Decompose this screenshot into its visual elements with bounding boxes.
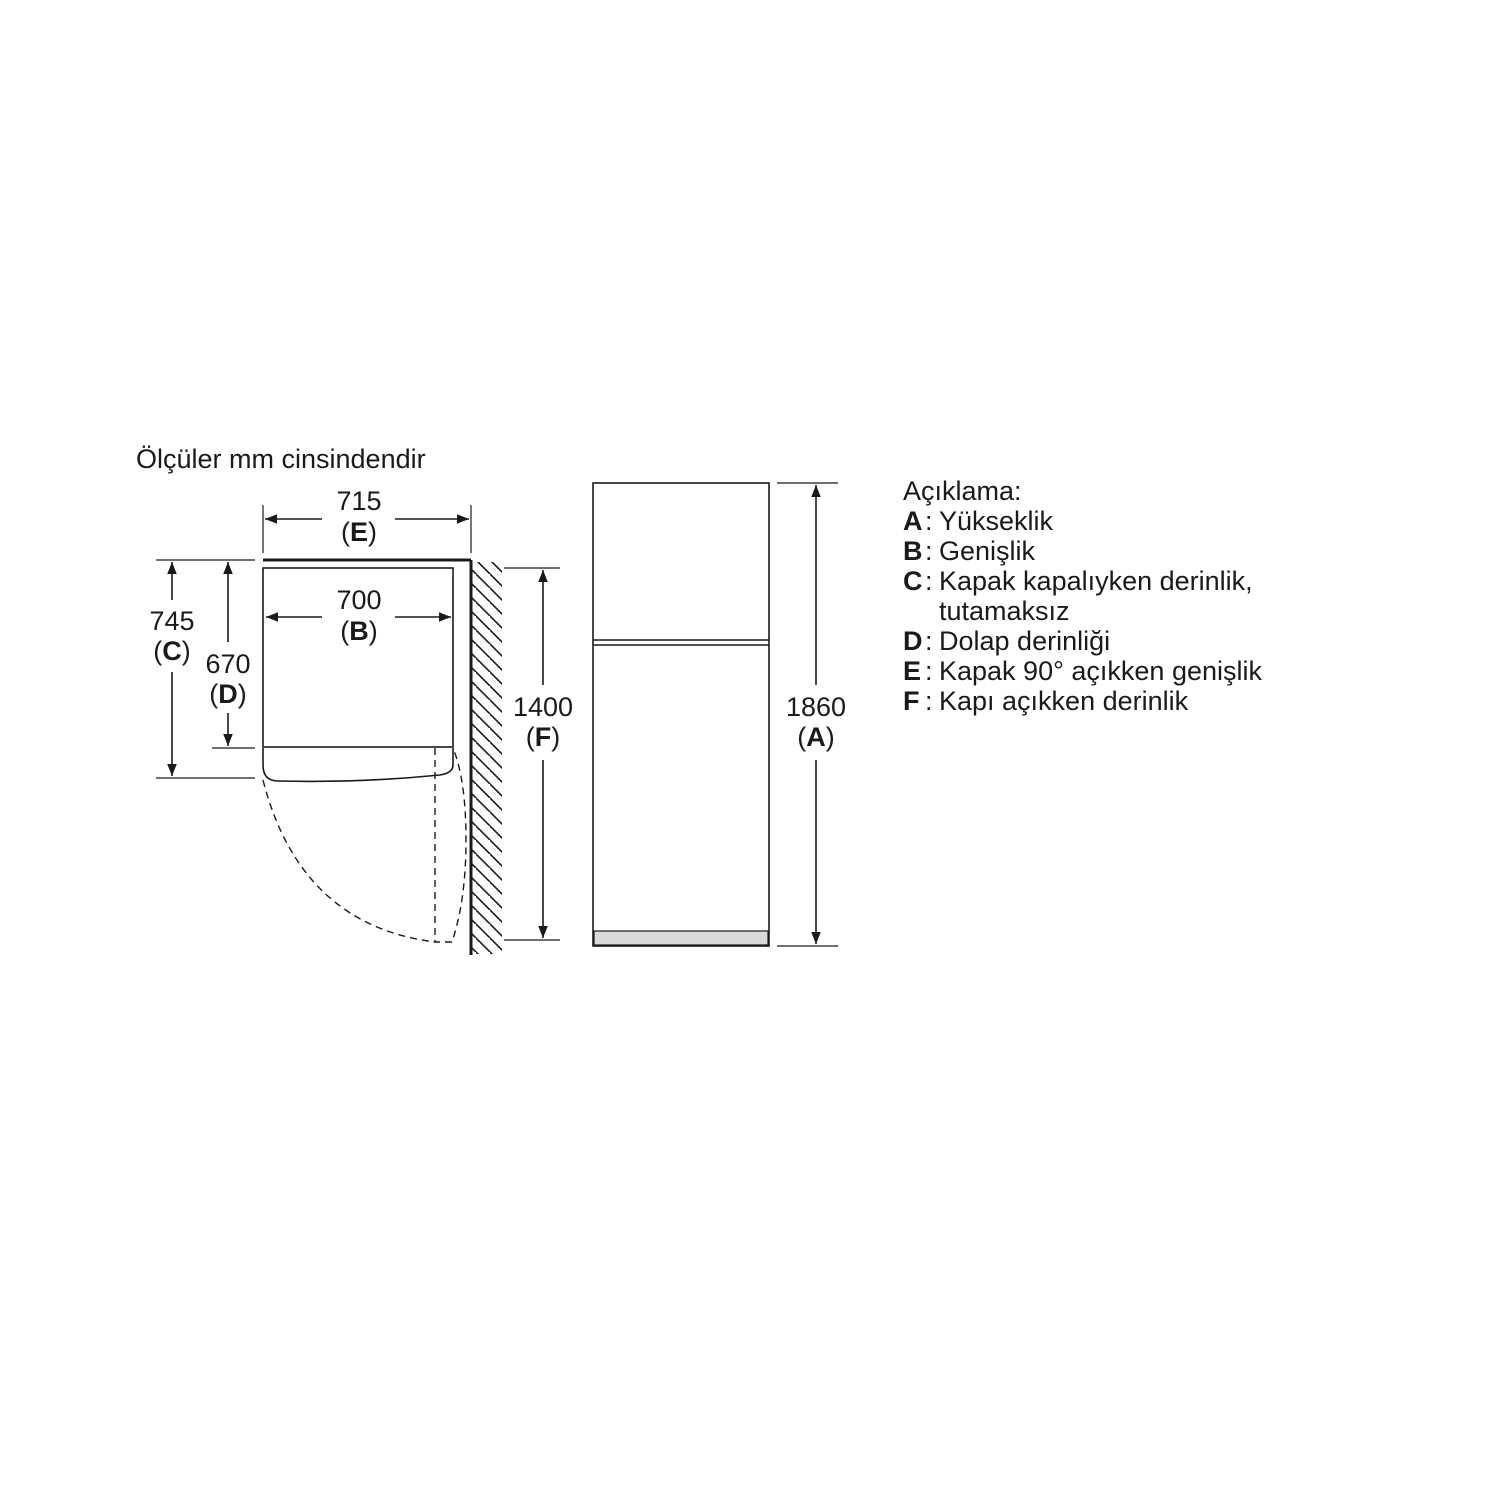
- legend-item-e: [903, 656, 1262, 686]
- legend-colon: :: [925, 656, 933, 686]
- legend-colon: :: [925, 536, 933, 566]
- legend-key: E: [903, 656, 922, 686]
- legend: [903, 476, 1262, 716]
- legend-text: Genişlik: [939, 536, 1036, 566]
- legend-key: D: [903, 626, 923, 656]
- dim-d-label: (D): [209, 679, 247, 709]
- door-swing-arc: [263, 780, 435, 942]
- legend-colon: :: [925, 626, 933, 656]
- legend-item-b: [903, 536, 1262, 566]
- fridge-body: [593, 483, 769, 946]
- legend-text: Yükseklik: [939, 506, 1054, 536]
- legend-text: Kapı açıkken derinlik: [939, 686, 1189, 716]
- legend-item-d: [903, 626, 1262, 656]
- legend-key: B: [903, 536, 923, 566]
- legend-item-c: [903, 566, 1262, 626]
- dim-c-value: 745: [149, 606, 195, 636]
- legend-text: Dolap derinliği: [939, 626, 1111, 656]
- units-note: Ölçüler mm cinsindendir: [136, 444, 426, 474]
- dim-d-value: 670: [205, 649, 251, 679]
- legend-text-continued: tutamaksız: [939, 596, 1070, 626]
- top-view: [156, 505, 560, 955]
- legend-colon: :: [925, 566, 933, 596]
- dim-b-label: (B): [340, 616, 378, 646]
- legend-item-f: [903, 686, 1262, 716]
- dim-e-label: (E): [340, 517, 378, 547]
- dim-a-label: (A): [797, 722, 835, 752]
- legend-title: Açıklama:: [903, 476, 1022, 506]
- wall-hatch: [472, 562, 502, 954]
- door-open-outline: [435, 748, 466, 942]
- legend-key: A: [903, 506, 923, 536]
- legend-text-block: [939, 566, 1253, 626]
- legend-item-a: [903, 506, 1262, 536]
- dim-e-value: 715: [336, 486, 382, 516]
- legend-text: Kapak kapalıyken derinlik,: [939, 566, 1253, 596]
- legend-key: F: [903, 686, 920, 716]
- dim-a-value: 1860: [785, 692, 847, 722]
- dim-f-label: (F): [525, 722, 561, 752]
- dim-c-label: (C): [153, 636, 191, 666]
- legend-colon: :: [925, 686, 933, 716]
- legend-text: Kapak 90° açıkken genişlik: [939, 656, 1262, 686]
- door-closed: [263, 748, 453, 781]
- legend-key: C: [903, 566, 923, 596]
- plinth: [594, 931, 768, 945]
- legend-colon: :: [925, 506, 933, 536]
- dim-f-value: 1400: [512, 692, 574, 722]
- dim-b-value: 700: [336, 585, 382, 615]
